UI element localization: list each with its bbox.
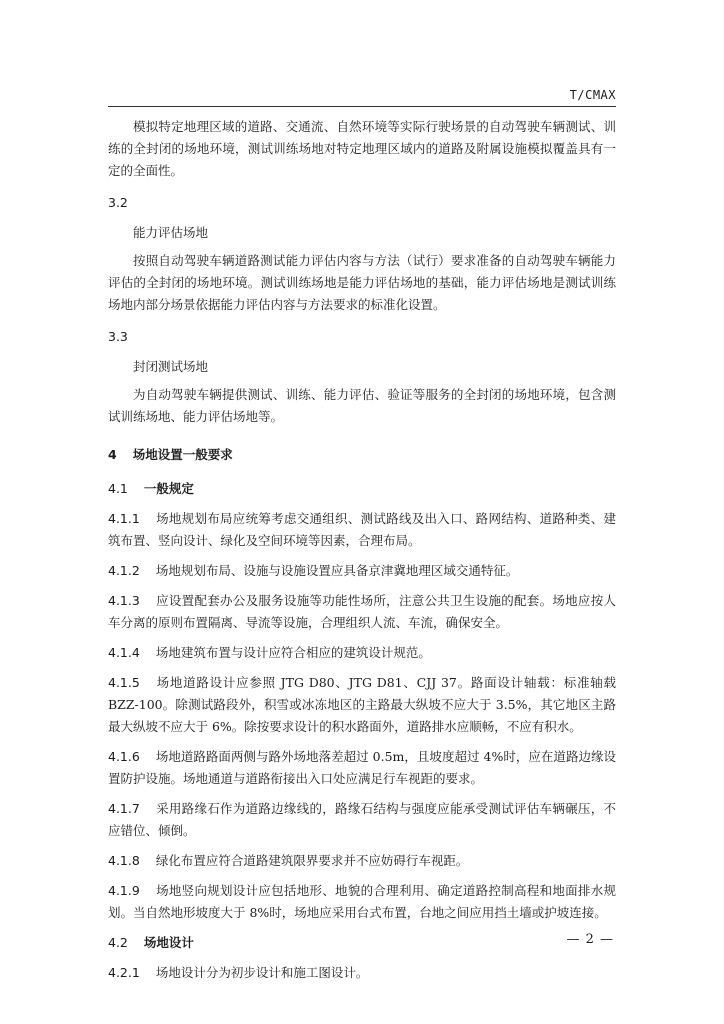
standard-code: T/CMAX: [569, 88, 616, 102]
clause-4-1-3: [108, 590, 616, 634]
term-3-2-name: 能力评估场地: [133, 225, 209, 240]
clause-4-2-1: [108, 962, 616, 984]
section-4-heading: [108, 444, 616, 466]
clause-4-1-3-text: 应设置配套办公及服务设施等功能性场所，注意公共卫生设施的配套。场地应按人车分离的原则布置隔离、导流等设施，合理组织人流、车流，确保安全。: [108, 593, 616, 630]
clause-4-1-9-number: 4.1.9: [108, 883, 140, 898]
clause-4-1-3-number: 4.1.3: [108, 593, 140, 608]
clause-4-1-5-number: 4.1.5: [108, 675, 140, 690]
clause-4-1-1-number: 4.1.1: [108, 511, 140, 526]
clause-4-2-1-number: 4.2.1: [108, 965, 140, 980]
term-3-3-number: 3.3: [108, 329, 128, 344]
clause-4-1-2-text: 场地规划布局、设施与设施设置应具备京津冀地理区域交通特征。: [155, 563, 519, 578]
clause-4-1-7-number: 4.1.7: [108, 801, 140, 816]
clause-4-1-7: [108, 798, 616, 842]
clause-4-1-6-text: 场地道路路面两侧与路外场地落差超过 0.5m，且坡度超过 4%时，应在道路边缘设置防护设施。场地通道与道路衔接出入口处应满足行车视距的要求。: [108, 749, 616, 786]
section-4-title: 场地设置一般要求: [132, 447, 233, 462]
clause-4-2-1-text: 场地设计分为初步设计和施工图设计。: [155, 965, 369, 980]
section-4-2-title: 场地设计: [143, 935, 194, 950]
section-4-2-number: 4.2: [108, 935, 128, 950]
clause-4-1-9-text: 场地竖向规划设计应包括地形、地貌的合理利用、确定道路控制高程和地面排水规划。当自然地形坡度大于 8%时，场地应采用台式布置，台地之间应用挡土墙或护坡连接。: [108, 883, 616, 920]
clause-4-1-7-text: 采用路缘石作为道路边缘线的，路缘石结构与强度应能承受测试评估车辆碾压，不应错位、倾倒。: [108, 801, 616, 838]
clause-4-1-6-number: 4.1.6: [108, 749, 140, 764]
clause-4-1-5: [108, 672, 616, 738]
clause-4-1-4-number: 4.1.4: [108, 645, 140, 660]
clause-4-1-6: [108, 746, 616, 790]
intro-paragraph: 模拟特定地理区域的道路、交通流、自然环境等实际行驶场景的自动驾驶车辆测试、训练的全封闭的场地环境，测试训练场地对特定地理区域内的道路及附属设施模拟覆盖具有一定的全面性。: [108, 119, 616, 178]
clause-4-1-2-number: 4.1.2: [108, 563, 140, 578]
document-body: [108, 116, 616, 984]
clause-4-1-8-text: 绿化布置应符合道路建筑限界要求并不应妨碍行车视距。: [155, 853, 469, 868]
page-number: — 2 —: [566, 932, 614, 947]
clause-4-1-2: [108, 560, 616, 582]
section-4-2-heading: [108, 932, 616, 954]
clause-4-1-8-number: 4.1.8: [108, 853, 140, 868]
header-rule: [108, 106, 616, 107]
clause-4-1-9: [108, 880, 616, 924]
section-4-1-number: 4.1: [108, 481, 128, 496]
clause-4-1-1-text: 场地规划布局应统筹考虑交通组织、测试路线及出入口、路网结构、道路种类、建筑布置、竖向设计、绿化及空间环境等因素，合理布局。: [108, 511, 616, 548]
term-3-2-definition: 按照自动驾驶车辆道路测试能力评估内容与方法（试行）要求准备的自动驾驶车辆能力评估的全封闭的场地环境。测试训练场地是能力评估场地的基础，能力评估场地是测试训练场地内部分场景依据能力评估内容与方法要求的标准化设置。: [108, 253, 616, 312]
section-4-1-heading: [108, 478, 616, 500]
clause-4-1-4: [108, 642, 616, 664]
clause-4-1-5-text: 场地道路设计应参照 JTG D80、JTG D81、CJJ 37。路面设计轴载：标准轴载 BZZ-100。除测试路段外，积雪或冰冻地区的主路最大纵坡不应大于 3.5%，其它地区主路最大纵坡不应大于 6%。除按要求设计的积水路面外，道路排水应顺畅，不应有积水。: [108, 675, 616, 734]
clause-4-1-1: [108, 508, 616, 552]
term-3-3-definition: 为自动驾驶车辆提供测试、训练、能力评估、验证等服务的全封闭的场地环境，包含测试训练场地、能力评估场地等。: [108, 387, 616, 424]
term-3-3-name: 封闭测试场地: [133, 359, 209, 374]
term-3-2-number: 3.2: [108, 195, 128, 210]
clause-4-1-8: [108, 850, 616, 872]
section-4-1-title: 一般规定: [143, 481, 194, 496]
clause-4-1-4-text: 场地建筑布置与设计应符合相应的建筑设计规范。: [155, 645, 431, 660]
section-4-number: 4: [108, 447, 117, 462]
